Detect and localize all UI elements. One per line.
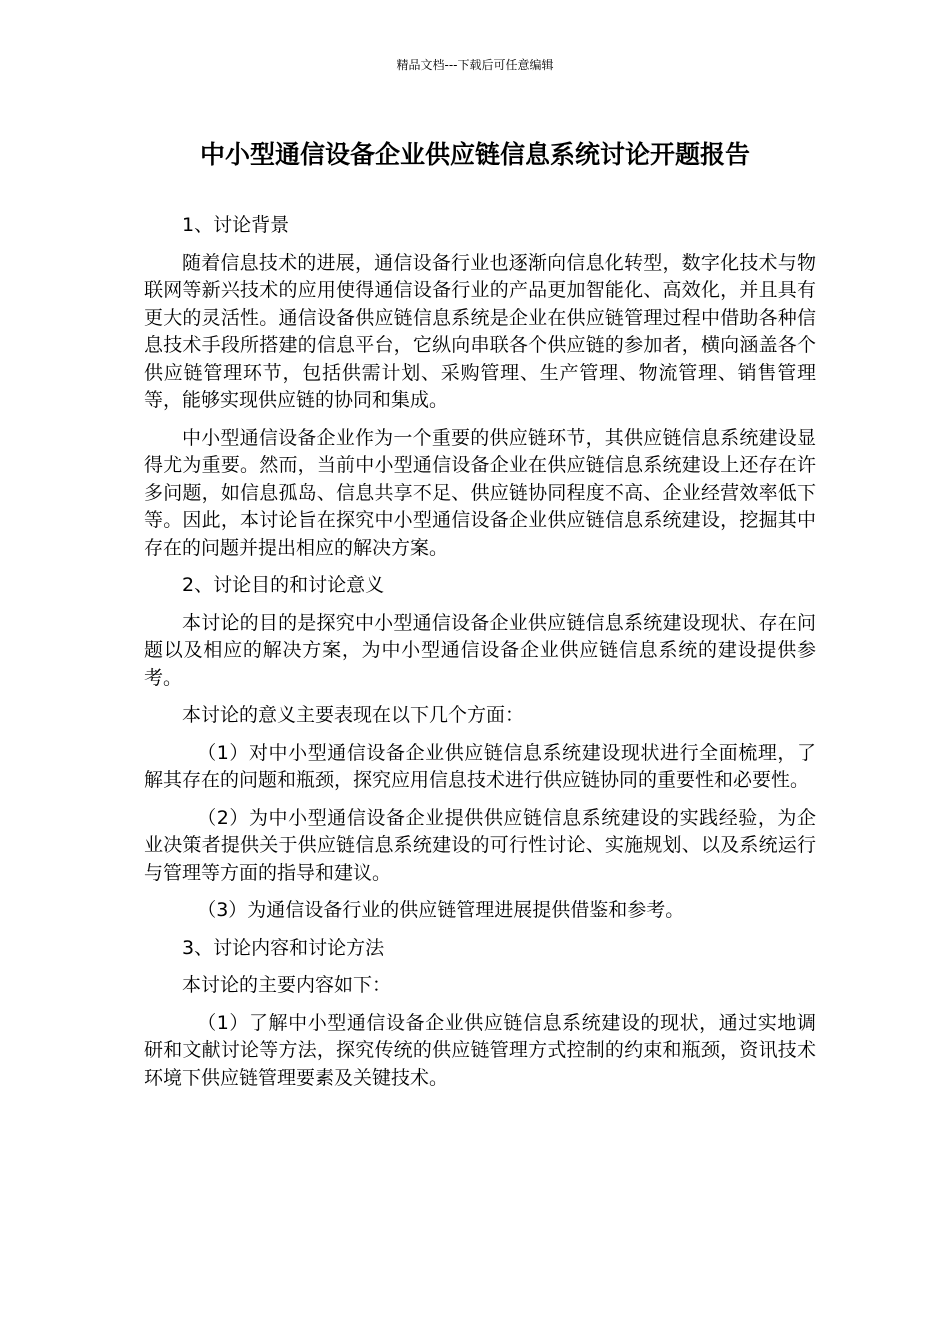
paragraph-background-2: 中小型通信设备企业作为一个重要的供应链环节，其供应链信息系统建设显得尤为重要。然而，当前中小型通信设备企业在供应链信息系统建设上还存在许多问题，如信息孤岛、信息共享不足、供应链协同程度不高、企业经营效率低下等。因此，本讨论旨在探究中小型通信设备企业供应链信息系统建设，挖掘其中存在的问题并提出相应的解决方案。 xyxy=(144,426,816,559)
paragraph-purpose-2: 本讨论的意义主要表现在以下几个方面： xyxy=(182,704,525,726)
paragraph-background-1: 随着信息技术的进展，通信设备行业也逐渐向信息化转型，数字化技术与物联网等新兴技术的应用使得通信设备行业的产品更加智能化、高效化，并且具有更大的灵活性。通信设备供应链信息系统是企业在供应链管理过程中借助各种信息技术手段所搭建的信息平台，它纵向串联各个供应链的参加者，横向涵盖各个供应链管理环节，包括供需计划、采购管理、生产管理、物流管理、销售管理等，能够实现供应链的协同和集成。 xyxy=(144,251,816,411)
list-item-significance-3: （3）为通信设备行业的供应链管理进展提供借鉴和参考。 xyxy=(197,899,685,921)
list-item-content-1: （1）了解中小型通信设备企业供应链信息系统建设的现状，通过实地调研和文献讨论等方法，探究传统的供应链管理方式控制的约束和瓶颈，资讯技术环境下供应链管理要素及关键技术。 xyxy=(144,1011,816,1089)
paragraph-purpose-1: 本讨论的目的是探究中小型通信设备企业供应链信息系统建设现状、存在问题以及相应的解决方案，为中小型通信设备企业供应链信息系统的建设提供参考。 xyxy=(144,611,816,689)
section-heading-content-method: 3、讨论内容和讨论方法 xyxy=(182,936,385,959)
section-heading-purpose: 2、讨论目的和讨论意义 xyxy=(182,574,385,596)
document-title: 中小型通信设备企业供应链信息系统讨论开题报告 xyxy=(199,140,750,169)
header-note: 精品文档---下载后可任意编辑 xyxy=(396,58,554,72)
paragraph-content-1: 本讨论的主要内容如下： xyxy=(182,974,392,996)
document-body xyxy=(144,212,816,1102)
list-item-significance-2: （2）为中小型通信设备企业提供供应链信息系统建设的实践经验，为企业决策者提供关于供应链信息系统建设的可行性讨论、实施规划、以及系统运行与管理等方面的指导和建议。 xyxy=(144,806,816,884)
list-item-significance-1: （1）对中小型通信设备企业供应链信息系统建设现状进行全面梳理，了解其存在的问题和瓶颈，探究应用信息技术进行供应链协同的重要性和必要性。 xyxy=(144,741,816,791)
section-heading-background: 1、讨论背景 xyxy=(182,214,290,236)
